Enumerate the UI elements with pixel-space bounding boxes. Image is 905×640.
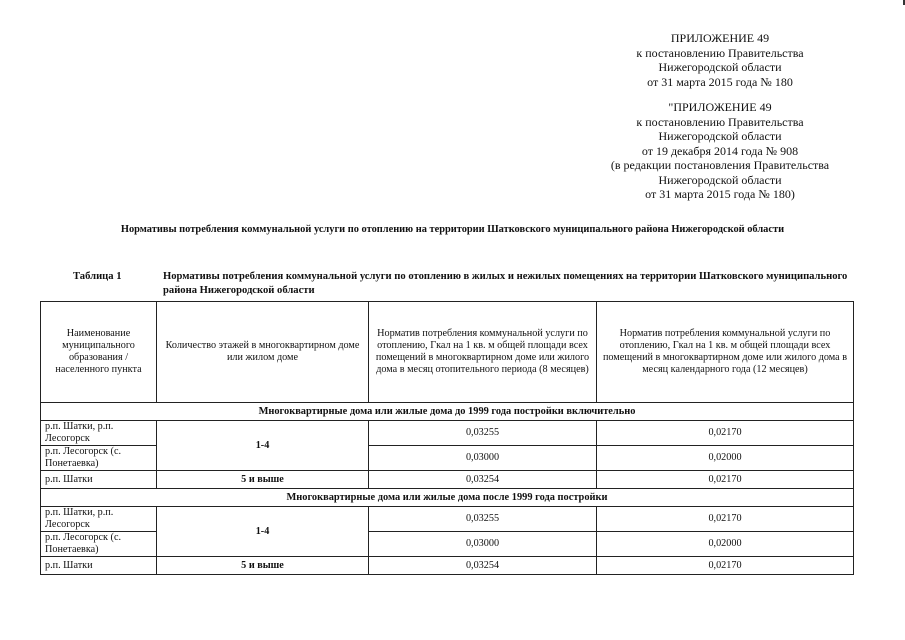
appendix-line: "ПРИЛОЖЕНИЕ 49 <box>668 100 772 114</box>
place-cell: р.п. Шатки, р.п. Лесогорск <box>41 507 157 532</box>
header-cell: Количество этажей в многоквартирном доме или жилом доме <box>157 302 369 403</box>
floors-cell: 1-4 <box>157 421 369 471</box>
table-caption-label: Таблица 1 <box>73 271 122 282</box>
place-cell: р.п. Лесогорск (с. Понетаевка) <box>41 532 157 557</box>
norms-table <box>40 301 854 575</box>
appendix-line: от 19 декабря 2014 года № 908 <box>641 143 799 158</box>
header-cell: Норматив потребления коммунальной услуги по отоплению, Гкал на 1 кв. м общей площади всех помещений в многоквартирном доме или жилого дома в месяц отопительного периода (8 месяцев) <box>369 302 597 403</box>
floors-cell: 5 и выше <box>157 557 369 575</box>
table-row <box>41 421 854 446</box>
floors-cell: 5 и выше <box>157 471 369 489</box>
heating-period-cell: 0,03255 <box>369 507 597 532</box>
table-row <box>41 557 854 575</box>
appendix-line: (в редакции постановления Правительства <box>610 158 830 172</box>
table-row <box>41 471 854 489</box>
appendix-line: Нижегородской области <box>658 172 782 187</box>
heating-period-cell: 0,03000 <box>369 446 597 471</box>
appendix-line: Нижегородской области <box>658 129 782 143</box>
section-title-row <box>41 489 854 507</box>
place-cell: р.п. Лесогорск (с. Понетаевка) <box>41 446 157 471</box>
calendar-year-cell: 0,02170 <box>597 507 854 532</box>
heating-period-cell: 0,03254 <box>369 471 597 489</box>
header-cell: Наименование муниципального образования / населенного пункта <box>41 302 157 403</box>
appendix-line: от 31 марта 2015 года № 180) <box>645 187 795 201</box>
appendix-original <box>590 100 850 202</box>
section-title-row <box>41 403 854 421</box>
calendar-year-cell: 0,02000 <box>597 532 854 557</box>
place-cell: р.п. Шатки, р.п. Лесогорск <box>41 421 157 446</box>
floors-cell: 1-4 <box>157 507 369 557</box>
table-caption-text: Нормативы потребления коммунальной услуги по отоплению в жилых и нежилых помещениях на территории Шатковского муниципального района Нижегородской области <box>163 271 848 296</box>
section-title: Многоквартирные дома или жилые дома после 1999 года постройки <box>41 489 854 507</box>
heating-period-cell: 0,03000 <box>369 532 597 557</box>
place-cell: р.п. Шатки <box>41 557 157 575</box>
calendar-year-cell: 0,02170 <box>597 471 854 489</box>
appendix-line: от 31 марта 2015 года № 180 <box>647 74 793 89</box>
calendar-year-cell: 0,02000 <box>597 446 854 471</box>
heating-period-cell: 0,03255 <box>369 421 597 446</box>
heating-period-cell: 0,03254 <box>369 557 597 575</box>
appendix-current <box>600 31 840 89</box>
appendix-line: к постановлению Правительства <box>636 114 804 129</box>
appendix-line: Нижегородской области <box>658 60 782 74</box>
calendar-year-cell: 0,02170 <box>597 557 854 575</box>
appendix-line: к постановлению Правительства <box>636 45 804 60</box>
document-title: Нормативы потребления коммунальной услуги по отоплению на территории Шатковского муниципального района Нижегородской области <box>120 224 785 235</box>
header-cell: Норматив потребления коммунальной услуги по отоплению, Гкал на 1 кв. м общей площади всех помещений в многоквартирном доме или жилого дома в месяц календарного года (12 месяцев) <box>597 302 854 403</box>
section-title: Многоквартирные дома или жилые дома до 1999 года постройки включительно <box>41 403 854 421</box>
place-cell: р.п. Шатки <box>41 471 157 489</box>
calendar-year-cell: 0,02170 <box>597 421 854 446</box>
table-row <box>41 507 854 532</box>
appendix-line: ПРИЛОЖЕНИЕ 49 <box>670 31 770 45</box>
table-header-row <box>41 302 854 403</box>
